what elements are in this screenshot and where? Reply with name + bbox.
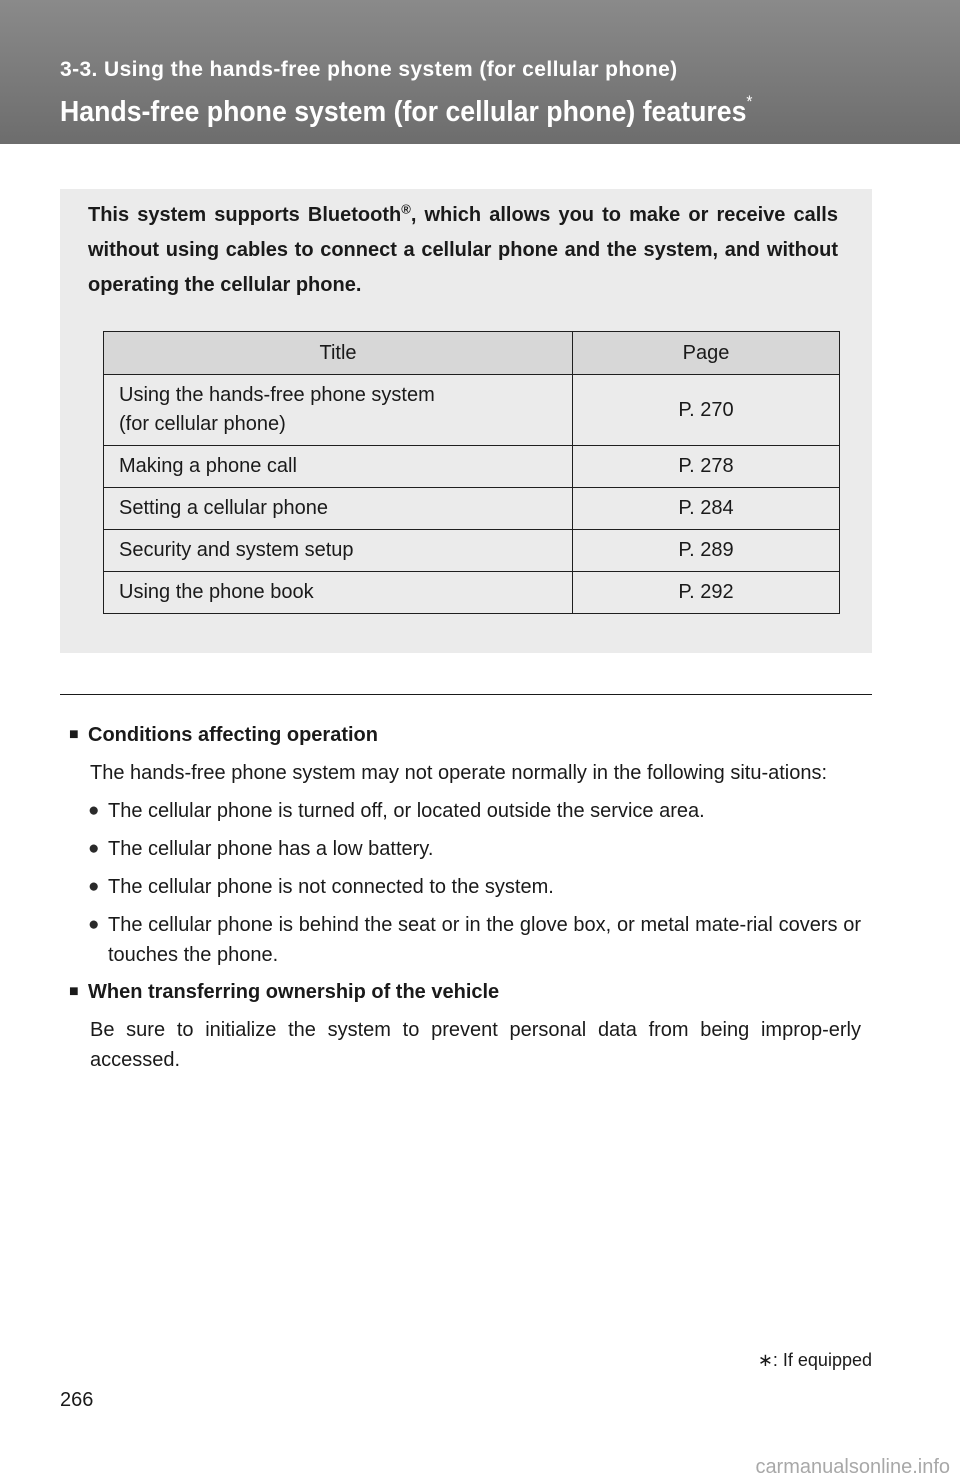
row-page-link[interactable]: P. 270: [573, 375, 840, 446]
list-item: [88, 910, 861, 970]
footnote-text: : If equipped: [772, 1350, 872, 1370]
row-page-link[interactable]: P. 284: [573, 488, 840, 530]
row-title: Using the phone book: [104, 572, 573, 614]
row-title: Security and system setup: [104, 530, 573, 572]
list-item-text: The cellular phone has a low battery.: [108, 838, 434, 860]
table-row: [104, 530, 840, 572]
circle-bullet-icon: ●: [88, 914, 100, 935]
registered-mark: ®: [401, 201, 411, 217]
row-title-line1: Using the hands-free phone system: [119, 384, 435, 406]
row-page-link[interactable]: P. 289: [573, 530, 840, 572]
note-body: Be sure to initialize the system to prevent personal data from being improp-erly accessed.: [90, 1019, 861, 1071]
header-title: Title: [104, 332, 573, 375]
circle-bullet-icon: ●: [88, 876, 100, 897]
note-heading: [69, 977, 861, 1007]
note-heading-text: Conditions affecting operation: [88, 724, 378, 746]
note-body: The hands-free phone system may not operate normally in the following situ-ations:: [90, 762, 828, 784]
circle-bullet-icon: ●: [88, 838, 100, 859]
intro-text: [88, 198, 838, 303]
if-equipped-asterisk-icon: *: [746, 92, 753, 111]
header-bar: [0, 0, 960, 144]
page-title-text: Hands-free phone system (for cellular phone) features: [60, 96, 747, 128]
asterisk-icon: ∗: [757, 1350, 773, 1370]
row-page-link[interactable]: P. 278: [573, 446, 840, 488]
row-title: Making a phone call: [104, 446, 573, 488]
notes: [69, 720, 861, 1075]
list-item: [88, 834, 861, 864]
intro-text-before: This system supports Bluetooth: [88, 204, 402, 226]
section-title: 3-3. Using the hands-free phone system (for cellular phone): [60, 58, 678, 81]
list-item: [88, 872, 861, 902]
table-row: [104, 488, 840, 530]
table-row: [104, 375, 840, 446]
watermark: carmanualsonline.info: [755, 1456, 950, 1478]
list-item-text: The cellular phone is behind the seat or in the glove box, or metal mate-rial covers or touches the phone.: [108, 914, 861, 966]
list-item: [88, 796, 861, 826]
note-heading-text: When transferring ownership of the vehicle: [88, 981, 500, 1003]
row-title-line2: (for cellular phone): [119, 413, 286, 435]
condition-list: [88, 796, 861, 970]
square-bullet-icon: ■: [69, 983, 79, 1000]
header-page: Page: [573, 332, 840, 375]
contents-table: [103, 331, 840, 614]
page-number: 266: [60, 1389, 94, 1411]
list-item-text: The cellular phone is not connected to the system.: [108, 876, 554, 898]
page-title: [60, 92, 753, 129]
note-heading: [69, 720, 861, 750]
circle-bullet-icon: ●: [88, 800, 100, 821]
footnote: [758, 1350, 872, 1371]
table-row: [104, 446, 840, 488]
list-item-text: The cellular phone is turned off, or located outside the service area.: [108, 800, 705, 822]
table-header-row: [104, 332, 840, 375]
section-divider: [60, 694, 872, 695]
row-title: Setting a cellular phone: [104, 488, 573, 530]
row-title: [104, 375, 573, 446]
row-page-link[interactable]: P. 292: [573, 572, 840, 614]
table-row: [104, 572, 840, 614]
square-bullet-icon: ■: [69, 726, 79, 743]
intro-text-after: , which allows you to make or receive calls without using cables to connect a cellular phone and the system, and without operating the cellular phone.: [88, 204, 838, 296]
